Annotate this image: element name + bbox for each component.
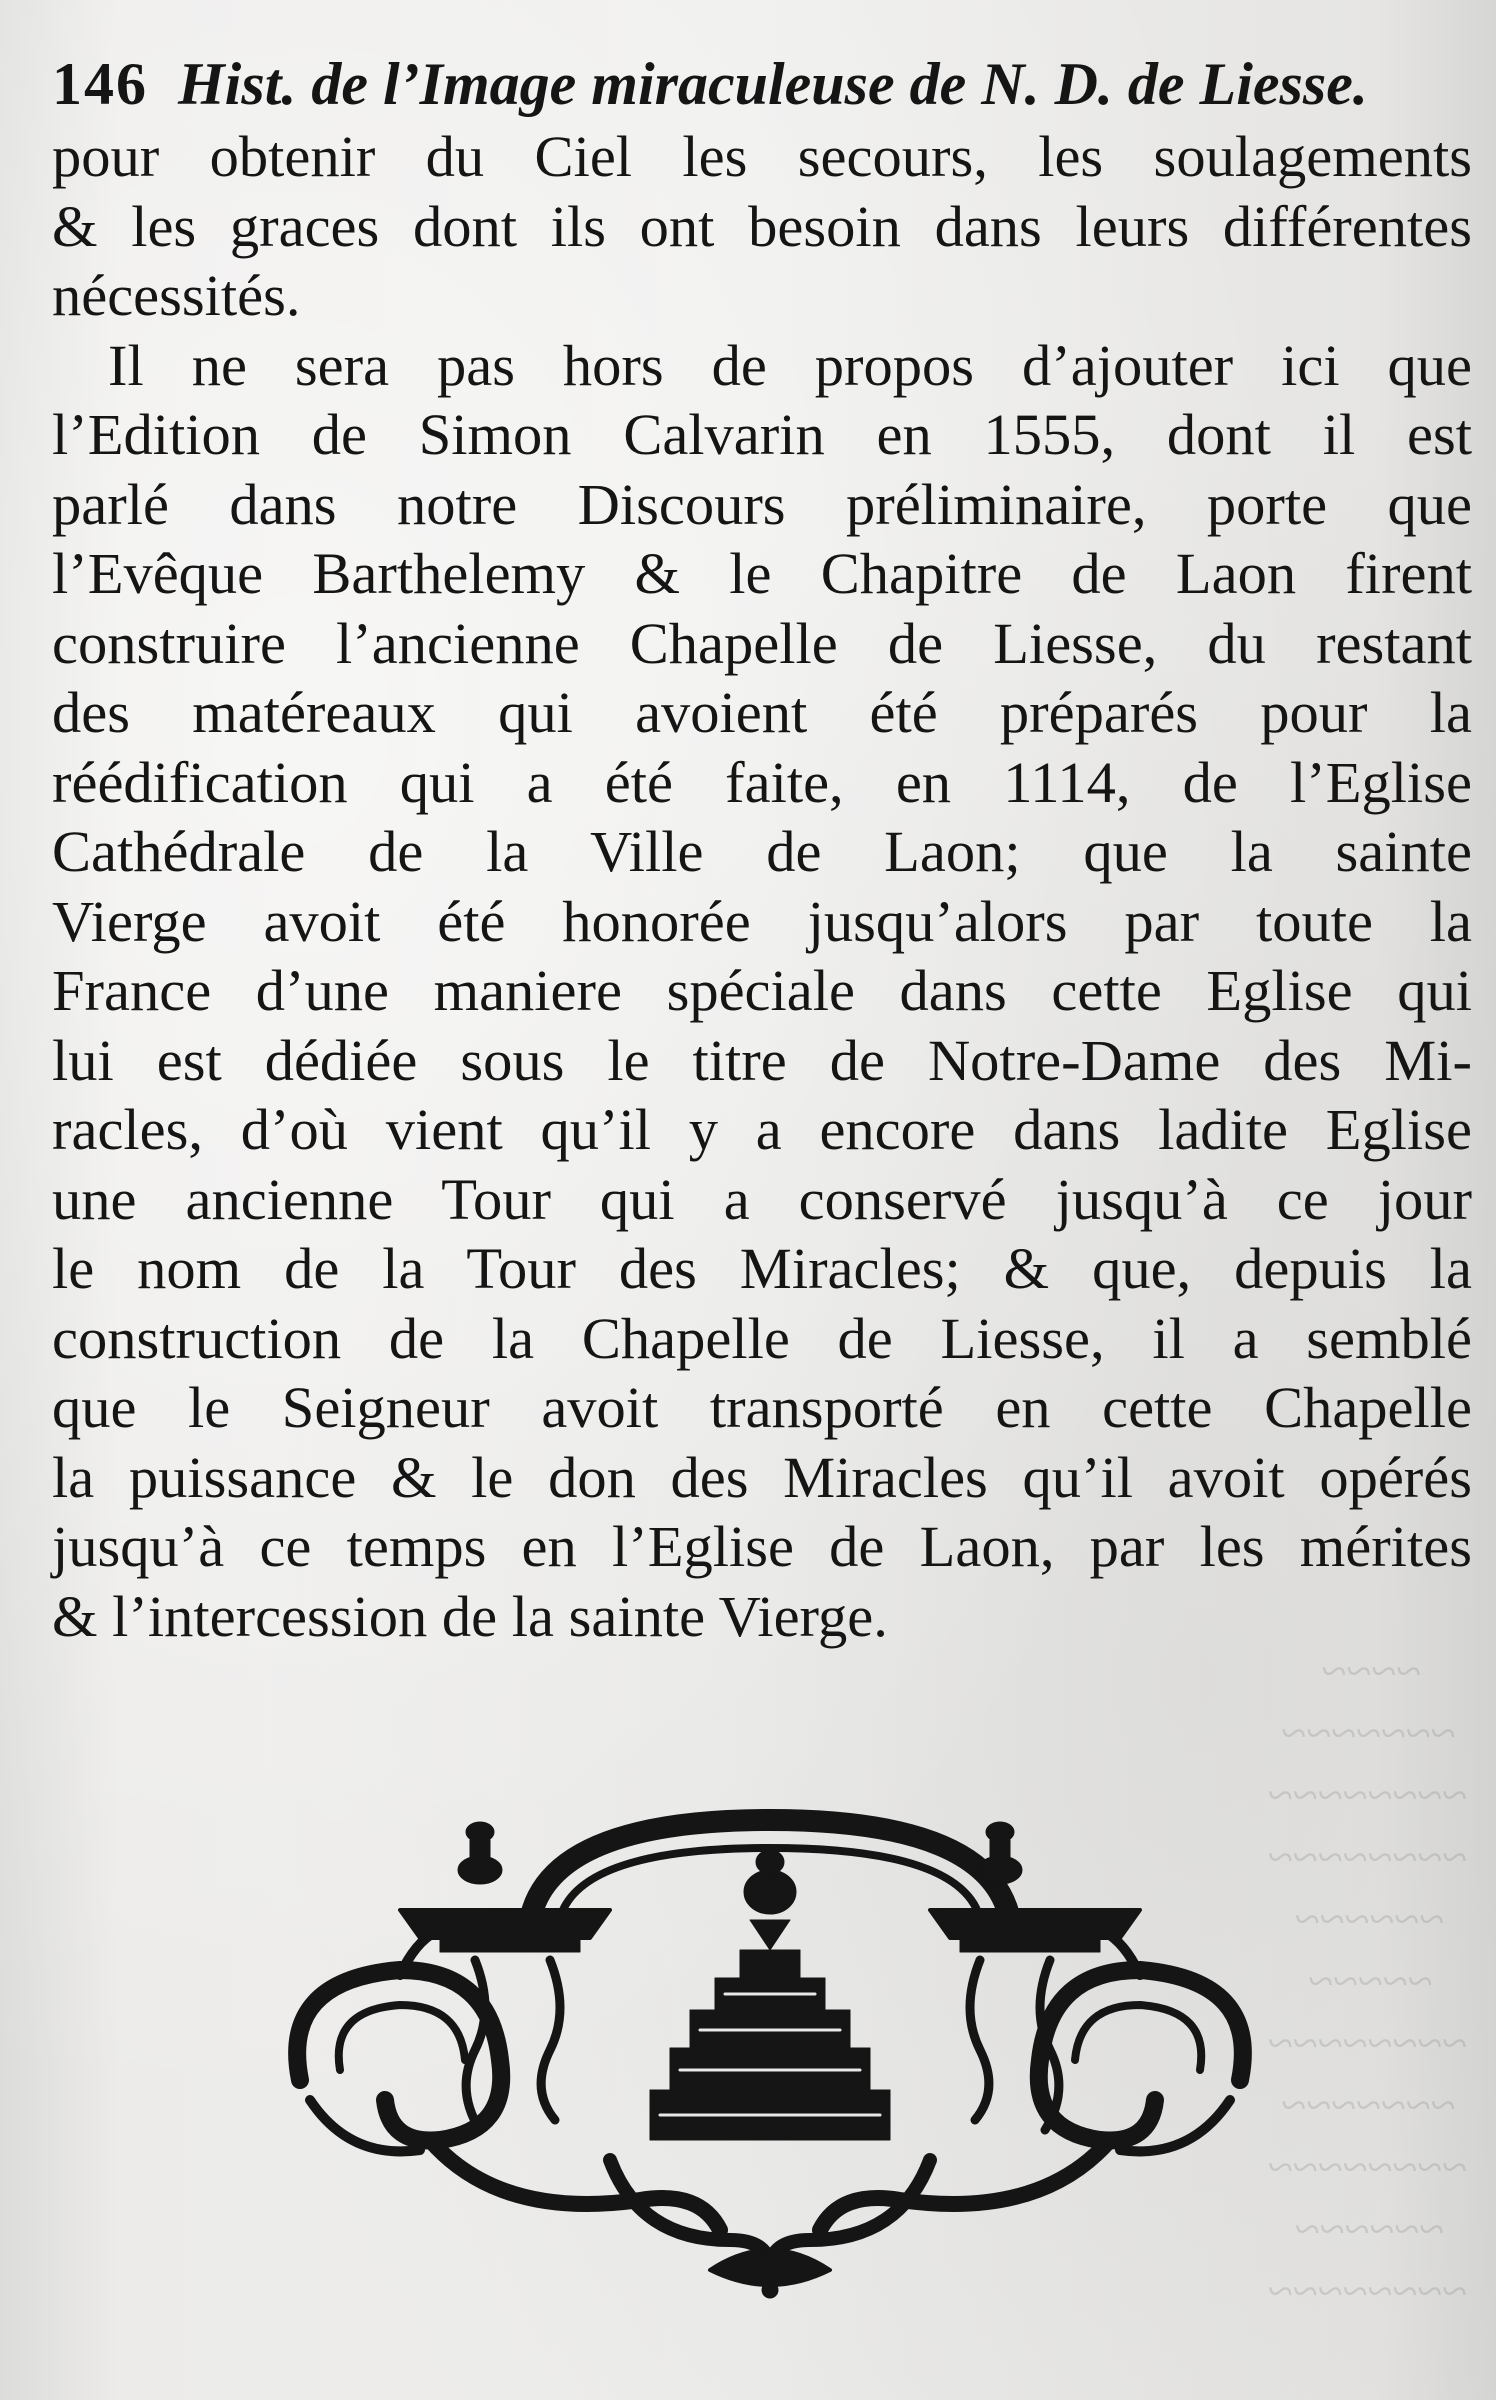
tailpiece-ornament-icon <box>280 1800 1260 2300</box>
text-line: parlé dans notre Discours préliminaire, porte que <box>52 471 1472 537</box>
text-line: construire l’ancienne Chapelle de Liesse, du restant <box>52 610 1472 676</box>
text-line: & l’intercession de la sainte Vierge. <box>52 1583 888 1649</box>
text-line: une ancienne Tour qui a conservé jusqu’à ce jour <box>52 1166 1472 1232</box>
text-line: racles, d’où vient qu’il y a encore dans ladite Eglise <box>52 1097 1472 1162</box>
text-line: Il ne sera pas hors de propos d’ajouter ici que <box>108 332 1472 398</box>
running-title: Hist. de l’Image miraculeuse de N. D. de Liesse. <box>178 51 1368 117</box>
text-line: réédification qui a été faite, en 1114, de l’Eglise <box>52 749 1472 815</box>
text-line: des matéreaux qui avoient été préparés pour la <box>52 680 1472 745</box>
text-line: pour obtenir du Ciel les secours, les soulagements <box>52 124 1472 189</box>
text-line: Vierge avoit été honorée jusqu’alors par toute la <box>52 888 1472 954</box>
running-header <box>52 44 1452 124</box>
text-line: jusqu’à ce temps en l’Eglise de Laon, par les mérites <box>52 1514 1472 1579</box>
text-line: la puissance & le don des Miracles qu’il avoit opérés <box>52 1444 1472 1510</box>
page-number: 146 <box>52 51 148 117</box>
text-line: Cathédrale de la Ville de Laon; que la sainte <box>52 819 1472 884</box>
text-line: lui est dédiée sous le titre de Notre-Dame des Mi- <box>52 1027 1472 1093</box>
body-text <box>52 122 1472 1651</box>
show-through-text: ~~~~ ~~~~~~~ ~~~~~~~~ ~~~~~~~~ ~~~~~~ ~~~~~ ~~~~~~~~ ~~~~~~~ ~~~~~~~~ ~~~~~~ ~~~~~~~~ <box>1267 1645 1490 2316</box>
text-line: l’Evêque Barthelemy & le Chapitre de Laon firent <box>52 541 1472 606</box>
text-line: France d’une maniere spéciale dans cette Eglise qui <box>52 958 1472 1023</box>
text-line: l’Edition de Simon Calvarin en 1555, dont il est <box>52 402 1472 467</box>
text-line: construction de la Chapelle de Liesse, il a semblé <box>52 1305 1472 1371</box>
text-line: & les graces dont ils ont besoin dans leurs différentes <box>52 193 1472 259</box>
text-line: que le Seigneur avoit transporté en cette Chapelle <box>52 1375 1472 1440</box>
text-line: nécessités. <box>52 263 301 328</box>
text-line: le nom de la Tour des Miracles; & que, depuis la <box>52 1236 1472 1301</box>
